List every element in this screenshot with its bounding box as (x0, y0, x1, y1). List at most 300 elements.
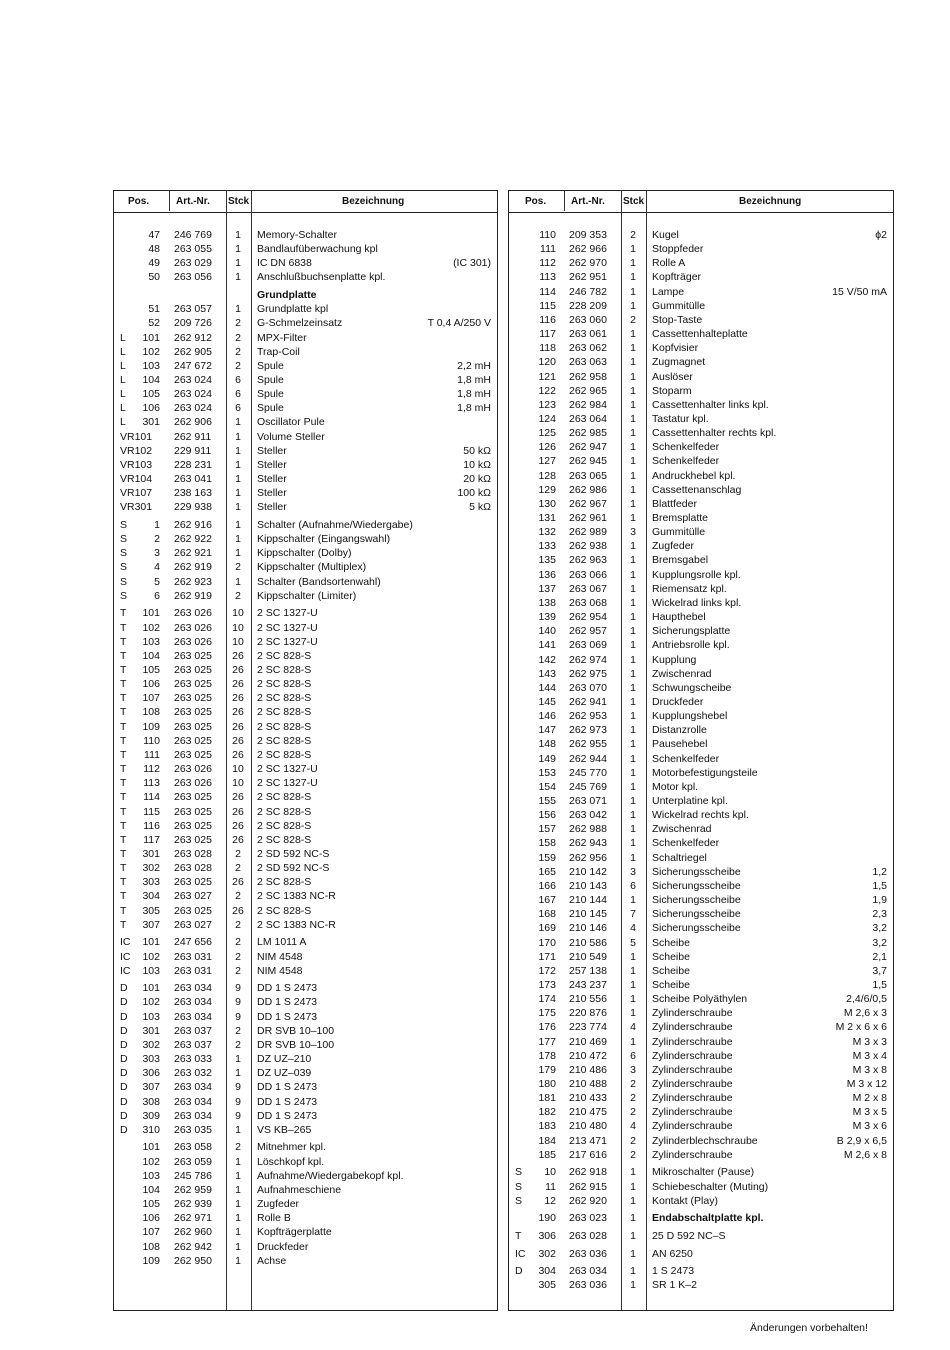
stck: 1 (630, 243, 636, 256)
bezeichnung: Sicherungsscheibe (652, 894, 741, 907)
table-row (509, 568, 893, 582)
pos-prefix: VR104 (120, 473, 153, 486)
table-row (114, 288, 497, 302)
stck: 2 (235, 1038, 241, 1051)
table-row (114, 331, 497, 345)
bezeichnung: Spule (257, 359, 284, 372)
value: M 3 x 5 (852, 1106, 887, 1119)
table-row (114, 415, 497, 429)
art-nr: 262 954 (569, 611, 607, 624)
stck: 1 (630, 384, 636, 397)
stck: 6 (630, 1049, 636, 1062)
art-nr: 262 918 (569, 1166, 607, 1179)
pos-number: 128 (538, 469, 556, 482)
parts-table-left (113, 190, 498, 1311)
art-nr: 263 025 (174, 678, 212, 691)
value: 1,2 (872, 865, 887, 878)
table-row (509, 1165, 893, 1179)
stck: 1 (630, 469, 636, 482)
bezeichnung: Unterplatine kpl. (652, 795, 728, 807)
pos-number: 106 (142, 1212, 160, 1225)
pos-number: 10 (544, 1166, 556, 1179)
table-row (509, 879, 893, 893)
table-row (114, 575, 497, 589)
table-row (509, 822, 893, 836)
bezeichnung: Zwischenrad (652, 823, 712, 836)
art-nr: 263 063 (569, 356, 607, 369)
header-pos: Pos. (525, 196, 547, 207)
art-nr: 263 060 (569, 313, 607, 326)
value: 1,5 (872, 978, 887, 991)
table-row (509, 1077, 893, 1091)
table-row (509, 780, 893, 794)
pos-number: 101 (142, 607, 160, 620)
pos-prefix: S (515, 1166, 523, 1179)
table-row (114, 861, 497, 875)
art-nr: 263 036 (569, 1247, 607, 1260)
pos-number: 177 (538, 1035, 556, 1048)
pos-number: 159 (538, 851, 556, 864)
table-row (509, 936, 893, 950)
pos-number: 103 (142, 359, 160, 372)
pos-number: 181 (538, 1092, 556, 1105)
pos-prefix: IC (120, 950, 131, 963)
art-nr: 263 066 (569, 568, 607, 581)
art-nr: 238 163 (174, 487, 212, 500)
pos-number: 302 (538, 1247, 556, 1260)
table-row (509, 525, 893, 539)
table-row (114, 1197, 497, 1211)
stck: 1 (630, 285, 636, 298)
bezeichnung: 2 SD 592 NC-S (257, 847, 330, 860)
stck: 1 (630, 611, 636, 624)
table-row (114, 1080, 497, 1094)
art-nr: 262 955 (569, 738, 607, 751)
table-row (509, 695, 893, 709)
stck: 1 (630, 398, 636, 411)
pos-prefix: L (120, 388, 126, 401)
stck: 1 (630, 1035, 636, 1048)
bezeichnung: Kippschalter (Dolby) (257, 547, 352, 560)
pos-number: 158 (538, 837, 556, 850)
art-nr: 209 353 (569, 229, 607, 241)
table-row (114, 1155, 497, 1169)
table-row (509, 440, 893, 454)
art-nr: 263 024 (174, 374, 212, 386)
pos-prefix: T (120, 805, 127, 818)
bezeichnung: 2 SC 828-S (257, 791, 312, 804)
pos-prefix: D (120, 982, 128, 995)
table-row (509, 355, 893, 369)
art-nr: 263 027 (174, 918, 212, 931)
bezeichnung: Sicherungsscheibe (652, 865, 741, 878)
table-row (509, 1049, 893, 1063)
bezeichnung: 2 SC 828-S (257, 692, 312, 705)
pos-number: 113 (539, 271, 556, 284)
art-nr: 263 026 (174, 763, 212, 776)
art-nr: 263 026 (174, 777, 212, 790)
art-nr: 263 026 (174, 635, 212, 648)
stck: 1 (630, 681, 636, 694)
pos-prefix: D (120, 1067, 128, 1080)
pos-prefix: T (120, 876, 127, 889)
bezeichnung: Bandlaufüberwachung kpl (257, 243, 378, 256)
pos-number: 104 (142, 649, 160, 662)
table-row (114, 256, 497, 270)
pos-prefix: T (120, 649, 127, 662)
bezeichnung: NIM 4548 (257, 964, 303, 977)
art-nr: 262 974 (569, 653, 607, 666)
header-art-nr: Art.-Nr. (571, 196, 605, 207)
bezeichnung: Kopfvisier (652, 342, 699, 355)
art-nr: 262 971 (174, 1212, 212, 1225)
table-row (114, 776, 497, 790)
table-row (509, 1194, 893, 1208)
stck: 1 (630, 625, 636, 638)
bezeichnung: DR SVB 10–100 (257, 1024, 335, 1037)
art-nr: 263 071 (569, 795, 607, 807)
bezeichnung: Steller (257, 487, 287, 500)
art-nr: 262 960 (174, 1226, 212, 1239)
bezeichnung: Zylinderschraube (652, 1120, 733, 1133)
bezeichnung: Gummitülle (652, 526, 706, 539)
pos-number: 137 (538, 582, 556, 595)
pos-number: 157 (538, 823, 556, 836)
pos-prefix: T (120, 763, 127, 776)
table-row (114, 589, 497, 603)
pos-prefix: T (120, 664, 127, 676)
pos-number: 304 (538, 1265, 556, 1278)
value: 3,2 (872, 936, 887, 949)
stck: 1 (630, 441, 636, 454)
art-nr: 262 975 (569, 667, 607, 680)
art-nr: 263 028 (174, 862, 212, 875)
table-row (509, 752, 893, 766)
bezeichnung: Scheibe (652, 950, 690, 963)
pos-number: 145 (538, 695, 556, 708)
art-nr: 263 034 (174, 1010, 212, 1023)
pos-number: 146 (538, 710, 556, 723)
art-nr: 257 138 (569, 964, 607, 977)
stck: 26 (232, 805, 244, 818)
stck: 2 (630, 313, 636, 326)
stck: 2 (235, 561, 241, 574)
pos-number: 105 (142, 388, 160, 401)
pos-number: 114 (539, 285, 556, 298)
table-row (509, 907, 893, 921)
table-row (114, 242, 497, 256)
art-nr: 263 068 (569, 596, 607, 609)
table-row (114, 606, 497, 620)
pos-number: 149 (538, 752, 556, 765)
art-nr: 263 024 (174, 388, 212, 401)
table-row (114, 1024, 497, 1038)
art-nr: 246 769 (174, 229, 212, 241)
stck: 1 (630, 1166, 636, 1179)
table-row (114, 228, 497, 242)
pos-prefix: T (120, 819, 127, 832)
table-row (509, 483, 893, 497)
bezeichnung: Kupplungshebel (652, 710, 728, 723)
art-nr: 263 025 (174, 791, 212, 804)
table-row (114, 691, 497, 705)
art-nr: 228 231 (174, 458, 212, 471)
stck: 2 (235, 862, 241, 875)
stck: 1 (235, 1226, 241, 1239)
bezeichnung: Kontakt (Play) (652, 1194, 718, 1207)
art-nr: 263 028 (174, 847, 212, 860)
art-nr: 263 036 (569, 1279, 607, 1292)
art-nr: 262 956 (569, 851, 607, 864)
bezeichnung: MPX-Filter (257, 331, 307, 344)
stck: 2 (235, 847, 241, 860)
bezeichnung: Kupplung (652, 653, 697, 666)
bezeichnung: 2 SC 1327-U (257, 607, 318, 620)
table-row (509, 1148, 893, 1162)
pos-prefix: T (120, 904, 127, 917)
pos-number: 103 (142, 964, 160, 977)
pos-prefix: VR103 (120, 458, 153, 471)
stck: 1 (235, 303, 241, 316)
bezeichnung: DD 1 S 2473 (257, 982, 318, 995)
table-row (509, 836, 893, 850)
bezeichnung: Cassettenhalter links kpl. (652, 398, 769, 411)
pos-number: 12 (544, 1194, 556, 1207)
bezeichnung: Zylinderschraube (652, 1049, 733, 1062)
stck: 5 (630, 936, 636, 949)
art-nr: 210 144 (569, 894, 607, 907)
table-row (509, 610, 893, 624)
pos-number: 302 (142, 862, 160, 875)
table-row (114, 663, 497, 677)
pos-number: 116 (539, 313, 556, 326)
pos-number: 182 (538, 1106, 556, 1119)
table-row (509, 964, 893, 978)
table-row (114, 720, 497, 734)
art-nr: 263 029 (174, 257, 212, 270)
table-row (509, 454, 893, 468)
table-row (509, 1134, 893, 1148)
pos-number: 170 (538, 936, 556, 949)
pos-number: 50 (148, 271, 160, 284)
table-row (114, 847, 497, 861)
stck: 1 (630, 356, 636, 369)
stck: 6 (630, 879, 636, 892)
art-nr: 263 041 (174, 473, 212, 486)
pos-number: 1 (154, 519, 160, 531)
stck: 1 (630, 1007, 636, 1020)
bezeichnung: Kippschalter (Multiplex) (257, 561, 367, 574)
pos-number: 102 (142, 996, 160, 1009)
pos-number: 176 (538, 1021, 556, 1034)
stck: 1 (630, 978, 636, 991)
stck: 1 (630, 299, 636, 312)
stck: 26 (232, 678, 244, 691)
stck: 1 (235, 229, 241, 241)
stck: 2 (630, 1106, 636, 1119)
pos-prefix: D (120, 1123, 128, 1136)
value: 15 V/50 mA (832, 285, 887, 298)
table-row (509, 638, 893, 652)
stck: 4 (630, 1021, 636, 1034)
stck: 26 (232, 734, 244, 747)
bezeichnung: SR 1 K–2 (652, 1279, 697, 1292)
art-nr: 245 770 (569, 766, 607, 779)
art-nr: 263 025 (174, 692, 212, 705)
pos-prefix: D (120, 1053, 128, 1066)
art-nr: 262 947 (569, 441, 607, 454)
table-row (114, 359, 497, 373)
pos-number: 167 (538, 894, 556, 907)
stck: 9 (235, 982, 241, 995)
table-row (114, 373, 497, 387)
bezeichnung: DZ UZ–210 (257, 1053, 312, 1066)
table-row (509, 1020, 893, 1034)
art-nr: 263 062 (569, 342, 607, 355)
pos-number: 101 (142, 936, 160, 949)
value: 2,4/6/0,5 (846, 993, 887, 1006)
pos-prefix: S (120, 533, 128, 546)
pos-number: 5 (154, 575, 160, 588)
table-row (509, 412, 893, 426)
art-nr: 217 616 (569, 1148, 607, 1161)
bezeichnung: Zylinderblechschraube (652, 1134, 758, 1147)
stck: 10 (232, 763, 244, 776)
table-row (509, 228, 893, 242)
stck: 3 (630, 865, 636, 878)
stck: 1 (235, 501, 241, 514)
bezeichnung: Schenkelfeder (652, 455, 720, 468)
bezeichnung: Aufnahme/Wiedergabekopf kpl. (257, 1169, 404, 1182)
bezeichnung: 2 SC 828-S (257, 664, 312, 676)
table-row (509, 511, 893, 525)
art-nr: 262 959 (174, 1183, 212, 1196)
pos-number: 153 (538, 766, 556, 779)
bezeichnung: Zylinderschraube (652, 1106, 733, 1119)
bezeichnung: DD 1 S 2473 (257, 1081, 318, 1094)
art-nr: 262 906 (174, 416, 212, 429)
table-row (509, 426, 893, 440)
pos-number: 113 (143, 777, 160, 790)
stck: 1 (630, 582, 636, 595)
table-row (509, 370, 893, 384)
pos-number: 131 (538, 512, 556, 524)
pos-prefix: D (120, 1081, 128, 1094)
pos-number: 166 (538, 879, 556, 892)
stck: 1 (235, 416, 241, 429)
art-nr: 220 876 (569, 1007, 607, 1020)
stck: 1 (630, 1180, 636, 1193)
pos-number: 122 (538, 384, 556, 397)
stck: 9 (235, 1010, 241, 1023)
art-nr: 262 905 (174, 345, 212, 358)
pos-prefix: D (120, 1038, 128, 1051)
stck: 26 (232, 876, 244, 889)
table-row (114, 546, 497, 560)
table-row (509, 1211, 893, 1225)
stck: 26 (232, 664, 244, 676)
table-row (509, 653, 893, 667)
pos-number: 303 (142, 1053, 160, 1066)
stck: 1 (630, 894, 636, 907)
art-nr: 263 031 (174, 964, 212, 977)
pos-number: 105 (142, 1198, 160, 1211)
value: M 3 x 12 (846, 1078, 887, 1090)
stck: 26 (232, 748, 244, 761)
pos-number: 142 (538, 653, 556, 666)
bezeichnung: 1 S 2473 (652, 1265, 695, 1278)
table-row (114, 345, 497, 359)
art-nr: 263 025 (174, 904, 212, 917)
stck: 2 (630, 1134, 636, 1147)
table-row (509, 667, 893, 681)
bezeichnung: Kupplungsrolle kpl. (652, 568, 741, 581)
art-nr: 262 922 (174, 533, 212, 546)
stck: 26 (232, 819, 244, 832)
stck: 1 (235, 257, 241, 270)
stck: 10 (232, 635, 244, 648)
pos-number: 111 (540, 243, 556, 256)
table-row (509, 950, 893, 964)
art-nr: 228 209 (569, 299, 607, 312)
pos-prefix: T (120, 692, 127, 705)
pos-number: 124 (538, 412, 556, 425)
pos-number: 4 (154, 561, 160, 574)
bezeichnung: Schalter (Aufnahme/Wiedergabe) (257, 519, 413, 531)
pos-prefix: T (120, 791, 127, 804)
art-nr: 262 985 (569, 427, 607, 440)
stck: 1 (630, 724, 636, 737)
header-stck: Stck (228, 196, 250, 207)
pos-number: 171 (538, 950, 556, 963)
stck: 2 (235, 918, 241, 931)
stck: 3 (630, 1063, 636, 1076)
header-pos: Pos. (128, 196, 150, 207)
art-nr: 263 033 (174, 1053, 212, 1066)
art-nr: 263 025 (174, 720, 212, 733)
pos-prefix: D (515, 1265, 523, 1278)
bezeichnung: Memory-Schalter (257, 229, 337, 241)
stck: 1 (630, 710, 636, 723)
pos-number: 115 (539, 299, 556, 312)
art-nr: 263 070 (569, 681, 607, 694)
art-nr: 263 034 (174, 996, 212, 1009)
pos-prefix: T (120, 862, 127, 875)
value: M 2,6 x 3 (843, 1007, 887, 1020)
bezeichnung: 2 SC 1383 NC-R (257, 918, 336, 931)
value: M 2,6 x 8 (843, 1148, 887, 1161)
bezeichnung: Kippschalter (Limiter) (257, 589, 357, 602)
bezeichnung: Riemensatz kpl. (652, 582, 727, 595)
art-nr: 262 923 (174, 575, 212, 588)
table-row (509, 893, 893, 907)
stck: 4 (630, 922, 636, 935)
bezeichnung: G-Schmelzeinsatz (257, 317, 343, 330)
pos-prefix: L (120, 402, 126, 415)
pos-number: 107 (142, 692, 160, 705)
stck: 10 (232, 607, 244, 620)
bezeichnung: Scheibe (652, 964, 690, 977)
pos-number: 156 (538, 809, 556, 822)
pos-prefix: VR301 (120, 501, 153, 514)
pos-number: 307 (142, 918, 160, 931)
bezeichnung: Zylinderschraube (652, 1078, 733, 1090)
bezeichnung: Mitnehmer kpl. (257, 1141, 326, 1154)
stck: 1 (235, 1053, 241, 1066)
pos-number: 129 (538, 483, 556, 496)
header-bezeichnung: Bezeichnung (342, 196, 405, 207)
bezeichnung: DZ UZ–039 (257, 1067, 312, 1080)
